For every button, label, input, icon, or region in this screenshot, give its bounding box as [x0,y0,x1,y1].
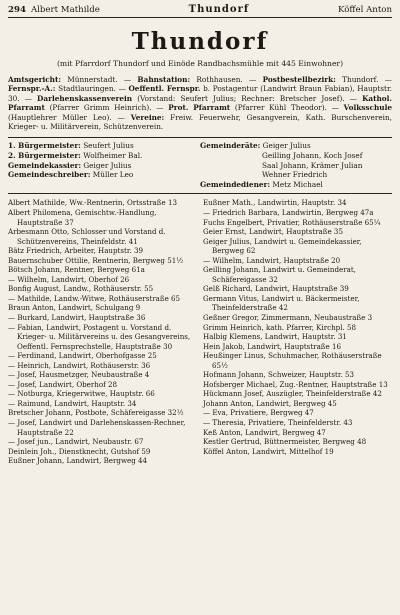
resident-entry: Geilling Johann, Landwirt u. Gemeinderat, Schäfereigasse 32 [203,265,356,284]
info-text: (Vorstand: Seufert Julius; Rechner: Bretscher Josef). — [137,93,357,103]
resident-columns [8,198,392,465]
header-title: Thundorf [188,4,250,15]
official-row [8,151,200,161]
place-subtitle: (mit Pfarrdorf Thundorf und Einöde Randbachsmühle mit 445 Einwohner) [56,59,344,68]
info-label: Volksschule [343,103,392,113]
resident-entry: Gelß Richard, Landwirt, Hauptstraße 39 [203,284,349,294]
info-label: Vereine: [130,112,165,122]
diener-name: Metz Michael [272,179,323,189]
info-text: (Pfarrer Grimm Heinrich). — [49,103,164,113]
resident-entry: Bätz Friedrich, Arbeiter, Hauptstr. 39 [8,246,144,256]
place-info-paragraph [8,75,392,131]
official-row [8,170,200,180]
council-label: Gemeinderäte: [200,141,261,151]
resident-column-right [203,198,392,465]
info-text: (Pfarrer Kühl Theodor). — [234,103,339,113]
resident-entry: — Wilhelm, Landwirt, Oberhof 26 [8,274,130,284]
info-text: Rothhausen. — [196,75,257,84]
resident-entry: — Friedrich Barbara, Landwirtin, Bergweg 47a [203,207,374,217]
official-name: Geiger Julius [83,160,132,170]
resident-entry: — Josef, Landwirt, Oberhof 28 [8,379,118,389]
header-left-name: Albert Mathilde [30,5,100,15]
info-text: Thundorf. — [342,75,392,84]
resident-column-left [8,198,197,465]
resident-entry: — Theresia, Privatiere, Theinfelderstr. 43 [203,417,353,427]
info-text: Münnerstadt. — [67,75,132,84]
resident-entry: Köffel Anton, Landwirt, Mittelhof 19 [203,446,334,456]
resident-entry: Albert Mathilde, Ww.-Rentnerin, Ortsstraße 13 [8,198,177,208]
council-member: Saal Johann, Krämer Julian [262,160,363,170]
resident-entry: — Heinrich, Landwirt, Rothäuserstr. 36 [8,360,151,370]
info-text: (Hauptlehrer Müller Leo). — [8,112,125,122]
page-number: 294 [8,5,26,15]
council-member: Wehner Friedrich [262,170,328,180]
info-label: Bahnstation: [137,75,191,84]
info-label: Prot. Pfarramt [168,103,231,113]
info-label: Darlehenskassenverein [37,93,133,103]
resident-entry: Halbig Klemens, Landwirt, Hauptstr. 31 [203,332,347,342]
resident-entry: Germann Vitus, Landwirt u. Bäckermeister, Theinfelderstraße 42 [203,293,360,313]
resident-entry: Albert Philomena, Gemischtw.-Handlung, Hauptstraße 37 [8,207,157,227]
officials-block [8,137,392,194]
resident-entry: — Burkard, Landwirt, Hauptstraße 36 [8,312,146,322]
resident-entry: — Notburga, Kriegerwitwe, Hauptstr. 66 [8,389,155,399]
resident-entry: Bauernschuber Ottilie, Rentnerin, Bergweg 51½ [8,255,184,265]
resident-entry: Eußner Math., Landwirtin, Hauptstr. 34 [203,198,347,208]
place-title: Thundorf [131,28,269,55]
official-role: Gemeindekassier: [8,160,82,170]
resident-entry: Eußner Johann, Landwirt, Bergweg 44 [8,456,148,466]
resident-entry: Grimm Heinrich, kath. Pfarrer, Kirchpl. 58 [203,322,356,332]
council-member: Geiger Julius [262,141,311,151]
info-text: b. Postagentur (Landwirt Braun Fabian), Hauptstr. 30. — [8,84,392,103]
resident-entry: Arbesmann Otto, Schlosser und Vorstand d. Schützenvereins, Theinfeldstr. 41 [8,227,166,246]
resident-entry: Hofmann Johann, Schweizer, Hauptstr. 53 [203,370,355,380]
info-label: Postbestellbezirk: [262,75,336,84]
resident-entry: Hofsberger Michael, Zug.-Rentner, Hauptstraße 13 [203,379,388,389]
official-name: Seufert Julius [83,141,134,151]
resident-entry: Geiger Julius, Landwirt u. Gemeindekassier, Bergweg 62 [203,236,362,256]
resident-entry: Hückmann Josef, Auszügler, Theinfelderstraße 42 [203,389,382,399]
official-role: 2. Bürgermeister: [8,151,81,161]
info-label: Fernspr.-A.: [8,84,56,94]
resident-entry: — Wilhelm, Landwirt, Hauptstraße 20 [203,255,341,265]
header-right-name: Köffel Anton [338,5,392,15]
info-label: Kathol. Pfarramt [8,93,392,113]
official-row [8,141,200,151]
officials-left [8,141,200,189]
officials-right [200,141,392,189]
resident-entry: Hein Jakob, Landwirt, Hauptstraße 16 [203,341,342,351]
official-name: Wolfheimer Bal. [83,151,143,161]
info-text: Stadtlauringen. — [58,84,126,94]
resident-entry: — Josef, Landwirt und Darlehenskassen-Rechner, Hauptstraße 22 [8,417,186,437]
resident-entry: Bonfig August, Landw., Rothäuserstr. 55 [8,284,154,294]
resident-entry: Geier Ernst, Landwirt, Hauptstraße 35 [203,227,343,237]
council-member: Geilling Johann, Koch Josef [262,151,363,161]
resident-entry: Deinlein Joh., Dienstknecht, Gutshof 59 [8,446,151,456]
official-role: 1. Bürgermeister: [8,141,81,151]
resident-entry: Bretscher Johann, Postbote, Schäfereigasse 32½ [8,408,184,418]
resident-entry: Heußinger Linus, Schuhmacher, Rothäuserstraße 65½ [203,351,382,370]
resident-entry: — Josef jun., Landwirt, Neubaustr. 67 [8,437,144,447]
resident-entry: — Fabian, Landwirt, Postagent u. Vorstand d. Krieger- u. Militärvereins u. des Gesangvereins, Oeffentl. Fernsprechstelle, Hauptstraße 30 [8,322,191,351]
diener-label: Gemeindediener: [200,179,271,189]
resident-entry: Geßner Gregor, Zimmermann, Neubaustraße 3 [203,312,373,322]
resident-entry: Keß Anton, Landwirt, Bergweg 47 [203,427,326,437]
info-label: Oeffentl. Fernspr. [128,84,201,94]
resident-entry: Johann Anton, Landwirt, Bergweg 45 [203,398,337,408]
running-header [8,4,392,18]
resident-entry: Braun Anton, Landwirt, Schulgang 9 [8,303,141,313]
info-label: Amtsgericht: [8,75,62,84]
resident-entry: Fuchs Engelbert, Privatier, Rothäuserstraße 65¼ [203,217,381,227]
official-row [8,161,200,171]
official-role: Gemeindeschreiber: [8,170,91,180]
resident-entry: — Mathilde, Landw.-Witwe, Rothäuserstraße 65 [8,293,181,303]
info-text: Freiw. Feuerwehr, Gesangverein, Kath. Burschenverein, Krieger- u. Militärverein, Schützenverein. [8,112,392,132]
resident-entry: — Eva, Privatiere, Bergweg 47 [203,408,314,418]
resident-entry: — Raimund, Landwirt, Hauptstr. 34 [8,398,137,408]
resident-entry: Kestler Gertrud, Büttnermeister, Bergweg 48 [203,437,367,447]
official-name: Müller Leo [92,170,134,180]
resident-entry: — Josef, Hausmetzger, Neubaustraße 4 [8,370,150,380]
resident-entry: — Ferdinand, Landwirt, Oberhofgasse 25 [8,351,157,361]
resident-entry: Bötsch Johann, Rentner, Bergweg 61a [8,265,145,275]
